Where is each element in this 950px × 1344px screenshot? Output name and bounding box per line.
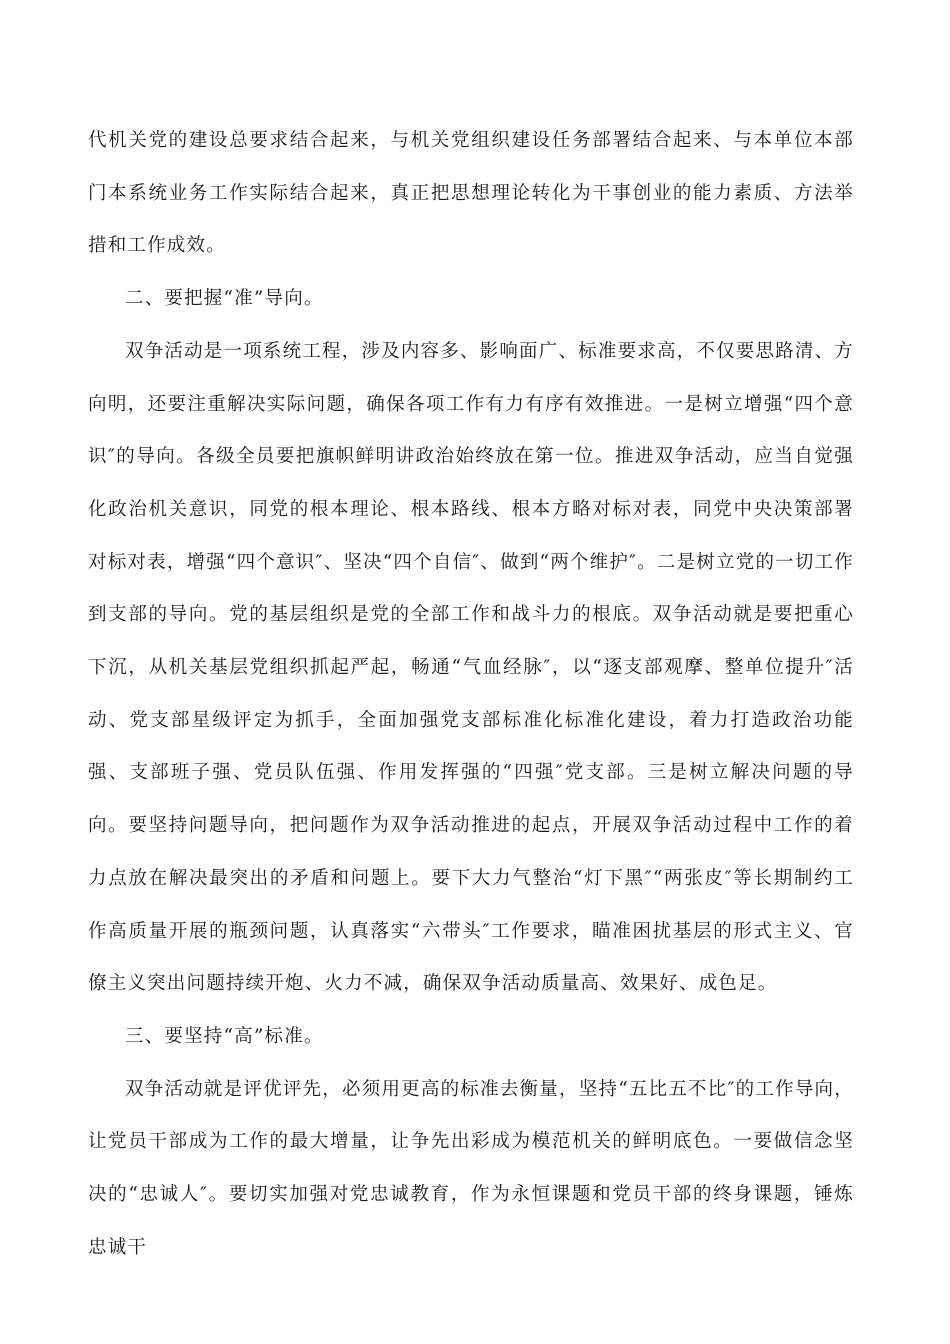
paragraph-section-2-body: 双争活动是一项系统工程，涉及内容多、影响面广、标准要求高，不仅要思路清、方向明，还要注重解决实际问题，确保各项工作有力有序有效推进。一是树立增强“四个意识″的导向。各级全员要把旗帜鲜明讲政治始终放在第一位。推进双争活动，应当自觉强化政治机关意识，同党的根本理论、根本路线、根本方略对标对表，同党中央决策部署对标对表，增强“四个意识″、坚决“四个自信″、做到“两个维护″。二是树立党的一切工作到支部的导向。党的基层组织是党的全部工作和战斗力的根底。双争活动就是要把重心下沉，从机关基层党组织抓起严起，畅通“气血经脉″，以“逐支部观摩、整单位提升″活动、党支部星级评定为抓手，全面加强党支部标准化标准化建设，着力打造政治功能强、支部班子强、党员队伍强、作用发挥强的“四强″党支部。三是树立解决问题的导向。要坚持问题导向，把问题作为双争活动推进的起点，开展双争活动过程中工作的着力点放在解决最突出的矛盾和问题上。要下大力气整治“灯下黑″“两张皮″等长期制约工作高质量开展的瓶颈问题，认真落实“六带头″工作要求，瞄准困扰基层的形式主义、官僚主义突出问题持续开炮、火力不减，确保双争活动质量高、效果好、成色足。 (88, 340, 854, 995)
paragraph-section-3-body: 双争活动就是评优评先，必须用更高的标准去衡量，坚持“五比五不比″的工作导向，让党员干部成为工作的最大增量，让争先出彩成为模范机关的鲜明底色。一要做信念坚决的“忠诚人″。要切实加强对党忠诚教育，作为永恒课题和党员干部的终身课题，锤炼忠诚干 (88, 1078, 854, 1258)
document-body (88, 115, 854, 1274)
section-heading-2: 二、要把握“准”导向。 (125, 288, 324, 310)
section-heading-3: 三、要坚持“高”标准。 (125, 1025, 324, 1047)
paragraph-continuation: 代机关党的建设总要求结合起来，与机关党组织建设任务部署结合起来、与本单位本部门本系统业务工作实际结合起来，真正把思想理论转化为干事创业的能力素质、方法举措和工作成效。 (88, 130, 854, 257)
